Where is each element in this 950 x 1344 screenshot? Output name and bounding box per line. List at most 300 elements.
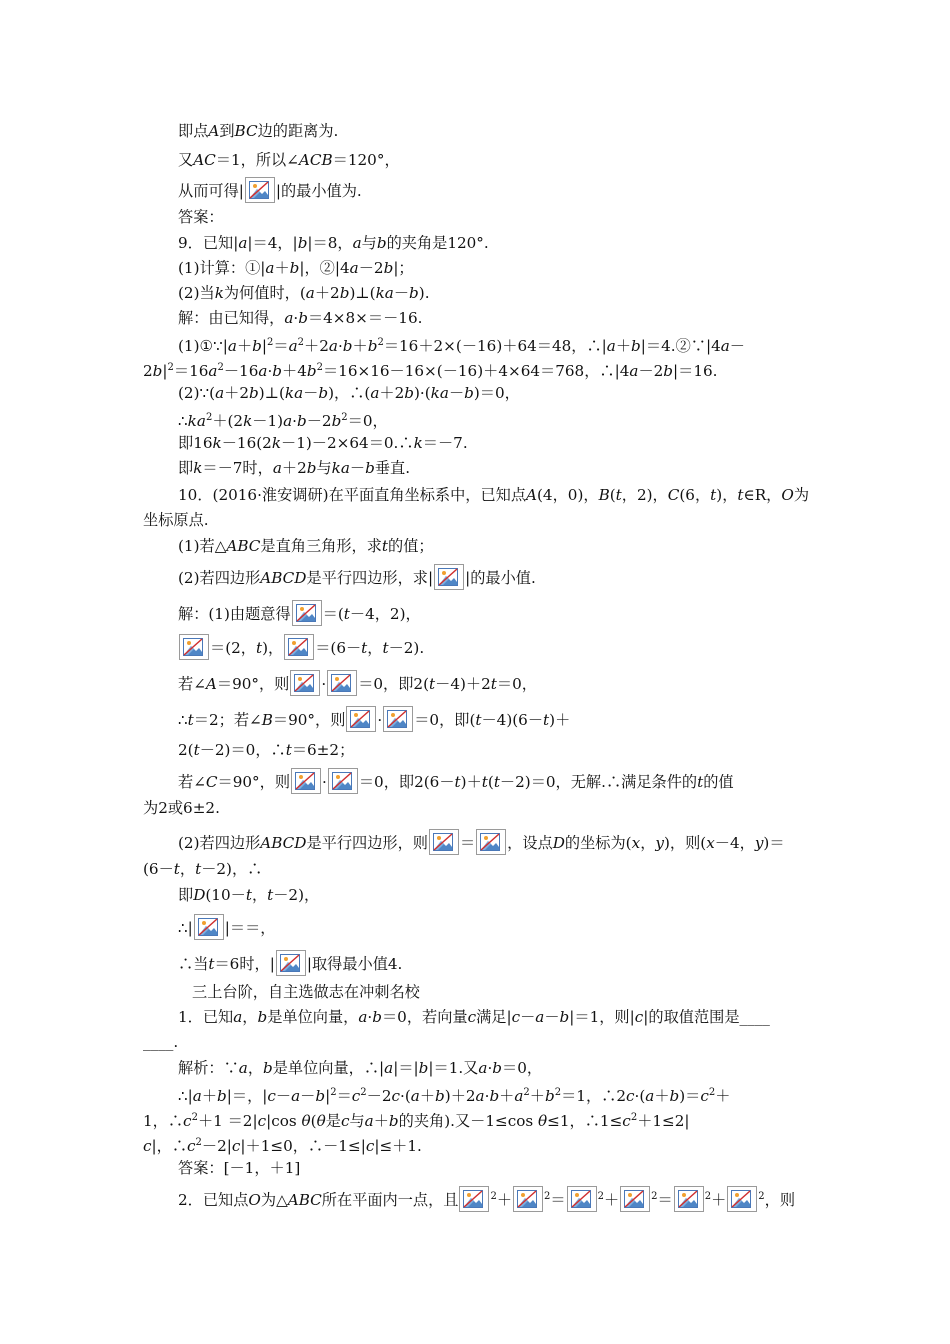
text-line bbox=[143, 1132, 422, 1157]
text-segment: b bbox=[318, 384, 329, 402]
text-segment: |＝| bbox=[393, 1059, 419, 1077]
text-segment: . bbox=[173, 1033, 179, 1051]
text-segment: a bbox=[328, 337, 338, 355]
text-segment: )＋2 bbox=[444, 1087, 476, 1105]
text-segment: a bbox=[238, 1059, 248, 1077]
text-segment: ∴ bbox=[178, 412, 188, 430]
text-segment: ＝ bbox=[336, 1087, 352, 1105]
text-segment: A bbox=[526, 486, 537, 504]
text-segment: ， bbox=[251, 886, 268, 904]
text-segment: ( bbox=[487, 773, 494, 791]
superscript: 2 bbox=[630, 1112, 638, 1123]
text-segment: t bbox=[710, 486, 717, 504]
text-segment: ( bbox=[310, 1112, 317, 1130]
text-segment: ∴| bbox=[178, 1087, 193, 1105]
text-line bbox=[192, 981, 420, 1003]
text-segment: －2 bbox=[358, 259, 384, 277]
text-segment: · bbox=[487, 1059, 493, 1077]
text-segment: c bbox=[625, 1087, 635, 1105]
text-segment: －16(2 bbox=[221, 434, 272, 452]
text-line bbox=[178, 206, 224, 228]
text-segment: b bbox=[306, 362, 317, 380]
text-segment: )＝ bbox=[679, 1087, 701, 1105]
text-segment: c bbox=[511, 1008, 521, 1026]
text-segment: ， bbox=[367, 639, 383, 657]
text-segment: ＝(2， bbox=[210, 639, 256, 657]
text-segment: C bbox=[667, 486, 680, 504]
text-segment: )＝0， bbox=[473, 384, 520, 402]
text-segment: ＋ bbox=[529, 1087, 545, 1105]
text-segment: －1) bbox=[252, 412, 284, 430]
superscript: 2 bbox=[490, 1191, 497, 1202]
text-segment: t bbox=[490, 675, 497, 693]
text-segment: (2)当 bbox=[178, 284, 215, 302]
text-segment: b bbox=[306, 459, 317, 477]
vector-image-placeholder-icon bbox=[290, 670, 320, 696]
text-segment: k bbox=[243, 412, 253, 430]
text-segment: (6－ bbox=[143, 860, 174, 878]
text-line bbox=[178, 257, 414, 279]
text-segment: 即点 bbox=[178, 122, 209, 140]
text-segment: AC bbox=[193, 151, 216, 169]
text-segment: t bbox=[195, 860, 202, 878]
text-segment: －2 bbox=[638, 362, 664, 380]
text-segment: 的值； bbox=[388, 537, 434, 555]
text-segment: (1)若△ bbox=[178, 537, 227, 555]
text-segment: ABC bbox=[287, 1191, 322, 1209]
text-segment: a bbox=[645, 1087, 655, 1105]
text-segment: |＝1.又 bbox=[428, 1059, 479, 1077]
text-segment: C bbox=[205, 773, 218, 791]
text-segment: k bbox=[214, 284, 224, 302]
text-segment: )·( bbox=[413, 384, 431, 402]
text-segment: ＋ bbox=[499, 1087, 515, 1105]
text-segment: ＝16 bbox=[173, 362, 209, 380]
text-segment: ＝ bbox=[459, 834, 476, 852]
text-segment: 垂直. bbox=[374, 459, 411, 477]
text-segment: ＝90°，则 bbox=[272, 711, 346, 729]
vector-image-placeholder-icon bbox=[383, 706, 413, 732]
text-line bbox=[178, 120, 338, 142]
text-segment: ＝ bbox=[657, 1191, 673, 1209]
text-segment: b bbox=[367, 337, 378, 355]
text-segment: )＋ bbox=[460, 773, 482, 791]
text-segment: －4)(6－ bbox=[481, 711, 544, 729]
superscript: 2 bbox=[377, 337, 384, 348]
text-segment: b bbox=[365, 459, 375, 477]
text-segment: b bbox=[418, 1059, 429, 1077]
text-segment: a bbox=[514, 1087, 524, 1105]
text-segment: 与 bbox=[316, 459, 332, 477]
vector-image-placeholder-icon bbox=[292, 600, 322, 626]
text-segment: c bbox=[183, 1112, 192, 1130]
text-segment: ＝90°，则 bbox=[216, 675, 290, 693]
text-segment: ，2)， bbox=[621, 486, 668, 504]
text-segment: b bbox=[342, 337, 353, 355]
text-segment: c bbox=[634, 1008, 644, 1026]
text-segment: 为何值时，( bbox=[223, 284, 306, 302]
text-segment: k bbox=[271, 434, 282, 452]
text-segment: －4， bbox=[714, 834, 755, 852]
text-segment: ＋4 bbox=[282, 362, 307, 380]
vector-image-placeholder-icon bbox=[284, 634, 314, 660]
text-segment: 解：(1)由题意得 bbox=[178, 605, 291, 623]
text-segment: (4，0)， bbox=[537, 486, 599, 504]
text-segment: D bbox=[552, 834, 565, 852]
text-segment: t bbox=[454, 773, 461, 791]
superscript: 2 bbox=[167, 362, 174, 373]
text-segment: |＝4.②∵|4 bbox=[640, 337, 721, 355]
text-segment: t bbox=[381, 537, 389, 555]
text-segment: － bbox=[300, 1087, 316, 1105]
text-segment: －4，2)， bbox=[349, 605, 421, 623]
text-segment: b bbox=[252, 337, 262, 355]
text-segment: b bbox=[669, 1087, 680, 1105]
vector-image-placeholder-icon bbox=[245, 177, 275, 203]
text-segment: b bbox=[663, 362, 674, 380]
text-line bbox=[178, 1082, 730, 1107]
text-segment: b bbox=[404, 384, 414, 402]
text-segment: ka bbox=[284, 384, 304, 402]
text-segment: b bbox=[464, 384, 474, 402]
text-segment: |，②|4 bbox=[299, 259, 350, 277]
vector-image-placeholder-icon bbox=[567, 1186, 597, 1212]
text-line bbox=[143, 797, 220, 819]
text-line bbox=[143, 1107, 690, 1132]
text-segment: t bbox=[382, 639, 389, 657]
text-segment: k bbox=[413, 434, 423, 452]
text-segment: 是单位向量，∴| bbox=[272, 1059, 385, 1077]
text-segment: ＋ bbox=[654, 1087, 670, 1105]
text-segment: b bbox=[339, 284, 350, 302]
text-segment: 与 bbox=[361, 234, 377, 252]
text-segment: a bbox=[305, 284, 315, 302]
text-segment: ＋ bbox=[373, 1112, 389, 1130]
text-segment: a bbox=[238, 234, 248, 252]
superscript: 2 bbox=[758, 1191, 765, 1202]
text-segment: －2 bbox=[366, 1087, 392, 1105]
text-segment: A bbox=[205, 675, 217, 693]
text-segment: BC bbox=[234, 122, 258, 140]
superscript: 2 bbox=[195, 1137, 202, 1148]
text-segment: － bbox=[544, 1008, 560, 1026]
text-line bbox=[143, 1031, 178, 1053]
text-segment: |＝＝， bbox=[224, 919, 276, 937]
text-segment: · bbox=[267, 362, 273, 380]
text-segment: 10．(2016·淮安调研)在平面直角坐标系中，已知点 bbox=[178, 486, 527, 504]
superscript: 2 bbox=[708, 1087, 716, 1098]
text-segment: b bbox=[559, 1008, 570, 1026]
text-segment: c bbox=[391, 1087, 401, 1105]
text-segment: a bbox=[349, 259, 359, 277]
text-segment: 与 bbox=[349, 1112, 365, 1130]
vector-image-placeholder-icon bbox=[346, 706, 376, 732]
text-segment: )， bbox=[716, 486, 738, 504]
text-segment: b bbox=[152, 362, 163, 380]
text-segment: a bbox=[606, 337, 616, 355]
text-segment: a bbox=[478, 1059, 488, 1077]
text-segment: · bbox=[367, 1008, 373, 1026]
text-segment: b bbox=[489, 1087, 500, 1105]
text-segment: － bbox=[393, 284, 410, 302]
text-segment: ，设点 bbox=[507, 834, 553, 852]
text-segment: 三上台阶，自主选做志在冲刺名校 bbox=[192, 983, 420, 1001]
text-segment: t bbox=[361, 639, 368, 657]
text-segment: a bbox=[258, 362, 268, 380]
text-segment: |取得最小值4. bbox=[306, 955, 403, 973]
text-segment: 是平行四边形，求| bbox=[306, 569, 434, 587]
text-segment: b bbox=[409, 284, 419, 302]
text-segment: ＝6时，| bbox=[214, 955, 275, 973]
text-segment: )，∴( bbox=[328, 384, 371, 402]
text-segment: c bbox=[257, 1112, 267, 1130]
text-segment: (1)①∵| bbox=[178, 337, 228, 355]
text-line bbox=[178, 670, 537, 696]
text-line bbox=[178, 739, 354, 761]
text-segment: ＝( bbox=[322, 605, 344, 623]
text-segment: －2| bbox=[201, 1137, 232, 1155]
text-segment: · bbox=[293, 309, 299, 327]
text-segment: － bbox=[275, 1087, 292, 1105]
text-segment: A bbox=[208, 122, 220, 140]
text-segment: a bbox=[720, 337, 730, 355]
text-segment: c bbox=[143, 1137, 152, 1155]
text-segment: a bbox=[215, 384, 225, 402]
text-segment: )，则( bbox=[663, 834, 707, 852]
text-segment: c bbox=[622, 1112, 631, 1130]
text-segment: － bbox=[729, 337, 745, 355]
text-segment: ， bbox=[242, 1008, 258, 1026]
vector-image-placeholder-icon bbox=[328, 768, 358, 794]
superscript: 2 bbox=[316, 362, 323, 373]
text-segment: ACB bbox=[298, 151, 333, 169]
superscript: 2 bbox=[330, 1087, 337, 1098]
superscript: 2 bbox=[341, 412, 348, 423]
text-segment: 2( bbox=[178, 741, 194, 759]
text-segment: a bbox=[291, 1087, 301, 1105]
text-segment: 1，∴ bbox=[143, 1112, 184, 1130]
text-segment: 2．已知点 bbox=[178, 1191, 249, 1209]
text-segment: ＝0，即2(6－ bbox=[358, 773, 455, 791]
text-segment: 是单位向量， bbox=[267, 1008, 359, 1026]
text-segment: ＋2 bbox=[224, 384, 250, 402]
superscript: 2 bbox=[217, 362, 224, 373]
vector-image-placeholder-icon bbox=[179, 634, 209, 660]
text-segment: 即 bbox=[178, 459, 194, 477]
text-segment: ， bbox=[247, 1059, 263, 1077]
text-segment: a bbox=[233, 1008, 243, 1026]
text-segment: 是平行四边形，则 bbox=[306, 834, 428, 852]
text-segment: a bbox=[284, 309, 294, 327]
text-segment: b bbox=[383, 259, 394, 277]
text-segment: t bbox=[615, 486, 622, 504]
text-line bbox=[178, 407, 388, 432]
text-segment: B bbox=[598, 486, 610, 504]
text-segment: ＝0， bbox=[502, 1059, 543, 1077]
text-segment: ， bbox=[640, 834, 656, 852]
text-segment: ∈R， bbox=[743, 486, 782, 504]
text-segment: ＝－7时， bbox=[202, 459, 273, 477]
text-segment: |＋1≤0，∴－1≤| bbox=[240, 1137, 366, 1155]
text-segment: ＝0， bbox=[347, 412, 388, 430]
text-segment: 是直角三角形，求 bbox=[260, 537, 382, 555]
superscript: 2 bbox=[267, 337, 274, 348]
text-segment: |的最小值为. bbox=[275, 182, 362, 200]
text-segment: a bbox=[370, 384, 380, 402]
text-line bbox=[178, 332, 745, 357]
text-segment: c bbox=[351, 1087, 361, 1105]
text-segment: b bbox=[272, 362, 282, 380]
text-segment: ka bbox=[187, 412, 206, 430]
text-segment: |，∴ bbox=[151, 1137, 188, 1155]
text-segment: t bbox=[543, 711, 550, 729]
text-segment: ka bbox=[331, 459, 350, 477]
text-segment: 答案： bbox=[178, 208, 224, 226]
text-segment: －2)＝0，∴ bbox=[199, 741, 286, 759]
text-segment: ＝4×8×＝－16. bbox=[307, 309, 423, 327]
text-line bbox=[178, 1057, 542, 1079]
text-segment: 的夹角是120°. bbox=[386, 234, 489, 252]
text-segment: －2 bbox=[306, 412, 332, 430]
text-segment: b bbox=[376, 234, 387, 252]
text-segment: |＝8， bbox=[307, 234, 353, 252]
text-segment: (6， bbox=[679, 486, 711, 504]
text-segment: ＝6±2； bbox=[291, 741, 355, 759]
text-segment: a bbox=[208, 362, 218, 380]
text-line bbox=[178, 884, 319, 906]
text-segment: ·( bbox=[400, 1087, 411, 1105]
text-line bbox=[178, 1006, 770, 1028]
text-segment: ∴| bbox=[178, 919, 193, 937]
vector-image-placeholder-icon bbox=[459, 1186, 489, 1212]
text-segment: c bbox=[700, 1087, 709, 1105]
text-segment: ＝ bbox=[273, 337, 289, 355]
text-segment: ， bbox=[179, 860, 196, 878]
text-segment: a bbox=[265, 259, 275, 277]
text-segment: －16 bbox=[223, 362, 259, 380]
text-line bbox=[178, 768, 734, 794]
text-segment: (2)若四边形 bbox=[178, 834, 261, 852]
text-segment: 是 bbox=[325, 1112, 341, 1130]
text-segment: － bbox=[303, 384, 319, 402]
text-segment: ≤1，∴1≤ bbox=[547, 1112, 623, 1130]
text-segment: t bbox=[429, 675, 436, 693]
vector-image-placeholder-icon bbox=[276, 950, 306, 976]
vector-image-placeholder-icon bbox=[429, 829, 459, 855]
text-segment: t bbox=[267, 886, 274, 904]
text-segment: |＝4，| bbox=[247, 234, 298, 252]
text-segment: c bbox=[365, 1137, 375, 1155]
text-line bbox=[178, 914, 275, 940]
text-segment: x bbox=[631, 834, 641, 852]
text-segment: ＝16＋2×(－16)＋64＝48，∴| bbox=[383, 337, 607, 355]
text-segment: 坐标原点. bbox=[143, 511, 209, 529]
superscript: 2 bbox=[360, 1087, 367, 1098]
text-segment: － bbox=[520, 1008, 536, 1026]
text-segment: c bbox=[340, 1112, 350, 1130]
text-line bbox=[178, 282, 430, 304]
vector-image-placeholder-icon bbox=[327, 670, 357, 696]
text-segment: ＋(2 bbox=[212, 412, 244, 430]
text-line bbox=[178, 1157, 300, 1179]
text-segment: b bbox=[388, 1112, 399, 1130]
text-segment: t bbox=[343, 605, 350, 623]
text-segment: · bbox=[337, 337, 343, 355]
text-segment: ABCD bbox=[260, 834, 307, 852]
text-segment: |＝，| bbox=[226, 1087, 268, 1105]
text-segment: |＝16. bbox=[673, 362, 718, 380]
text-segment: 若∠ bbox=[178, 675, 206, 693]
vector-image-placeholder-icon bbox=[674, 1186, 704, 1212]
text-segment: ____ bbox=[739, 1008, 770, 1026]
vector-image-placeholder-icon bbox=[291, 768, 321, 794]
text-segment: | bbox=[325, 1087, 331, 1105]
text-segment: － bbox=[349, 459, 366, 477]
text-segment: θ bbox=[537, 1112, 548, 1130]
text-segment: c bbox=[231, 1137, 241, 1155]
text-segment: 满足| bbox=[476, 1008, 512, 1026]
text-segment: ka bbox=[375, 284, 394, 302]
text-segment: ＋ bbox=[352, 337, 368, 355]
text-segment: 2 bbox=[143, 362, 153, 380]
text-segment: b bbox=[372, 1008, 382, 1026]
superscript: 2 bbox=[523, 1087, 530, 1098]
text-segment: 为2或6±2. bbox=[143, 799, 220, 817]
text-line bbox=[178, 307, 422, 329]
text-segment: y bbox=[655, 834, 664, 852]
text-segment: θ bbox=[316, 1112, 326, 1130]
text-segment: t bbox=[193, 741, 200, 759]
text-segment: · bbox=[322, 773, 327, 791]
text-segment: ＋ bbox=[711, 1191, 727, 1209]
text-segment: ，则 bbox=[764, 1191, 796, 1209]
text-segment: 解：由已知得， bbox=[178, 309, 285, 327]
text-segment: ·( bbox=[634, 1087, 646, 1105]
text-segment: ＝ bbox=[550, 1191, 566, 1209]
text-segment: ＋ bbox=[419, 1087, 436, 1105]
text-line bbox=[178, 382, 520, 404]
text-segment: )＝ bbox=[763, 834, 785, 852]
text-segment: 若∠ bbox=[178, 773, 206, 791]
text-segment: ＋ bbox=[201, 1087, 218, 1105]
text-segment: t bbox=[697, 773, 704, 791]
text-segment: 即 bbox=[178, 886, 194, 904]
text-segment: a bbox=[410, 1087, 420, 1105]
text-segment: ＝0，即2( bbox=[358, 675, 430, 693]
text-segment: ＝－7. bbox=[422, 434, 468, 452]
text-segment: b bbox=[435, 1087, 445, 1105]
text-segment: t bbox=[245, 886, 252, 904]
text-segment: k bbox=[193, 459, 203, 477]
text-segment: b bbox=[298, 309, 308, 327]
text-segment: ＋ bbox=[615, 337, 632, 355]
text-line bbox=[178, 950, 402, 976]
text-line bbox=[143, 357, 718, 382]
text-segment: ＋1 ＝2| bbox=[197, 1112, 258, 1130]
text-segment: · bbox=[484, 1087, 490, 1105]
vector-image-placeholder-icon bbox=[194, 914, 224, 940]
text-line bbox=[178, 535, 434, 557]
text-segment: a bbox=[272, 459, 282, 477]
superscript: 2 bbox=[651, 1191, 658, 1202]
text-segment: ＝1，∴2 bbox=[561, 1087, 626, 1105]
text-segment: b bbox=[249, 384, 259, 402]
text-segment: ＝2；若∠ bbox=[193, 711, 262, 729]
text-segment: D bbox=[193, 886, 206, 904]
text-segment: －2)，∴ bbox=[201, 860, 263, 878]
superscript: 2 bbox=[597, 1191, 604, 1202]
superscript: 2 bbox=[544, 1191, 551, 1202]
